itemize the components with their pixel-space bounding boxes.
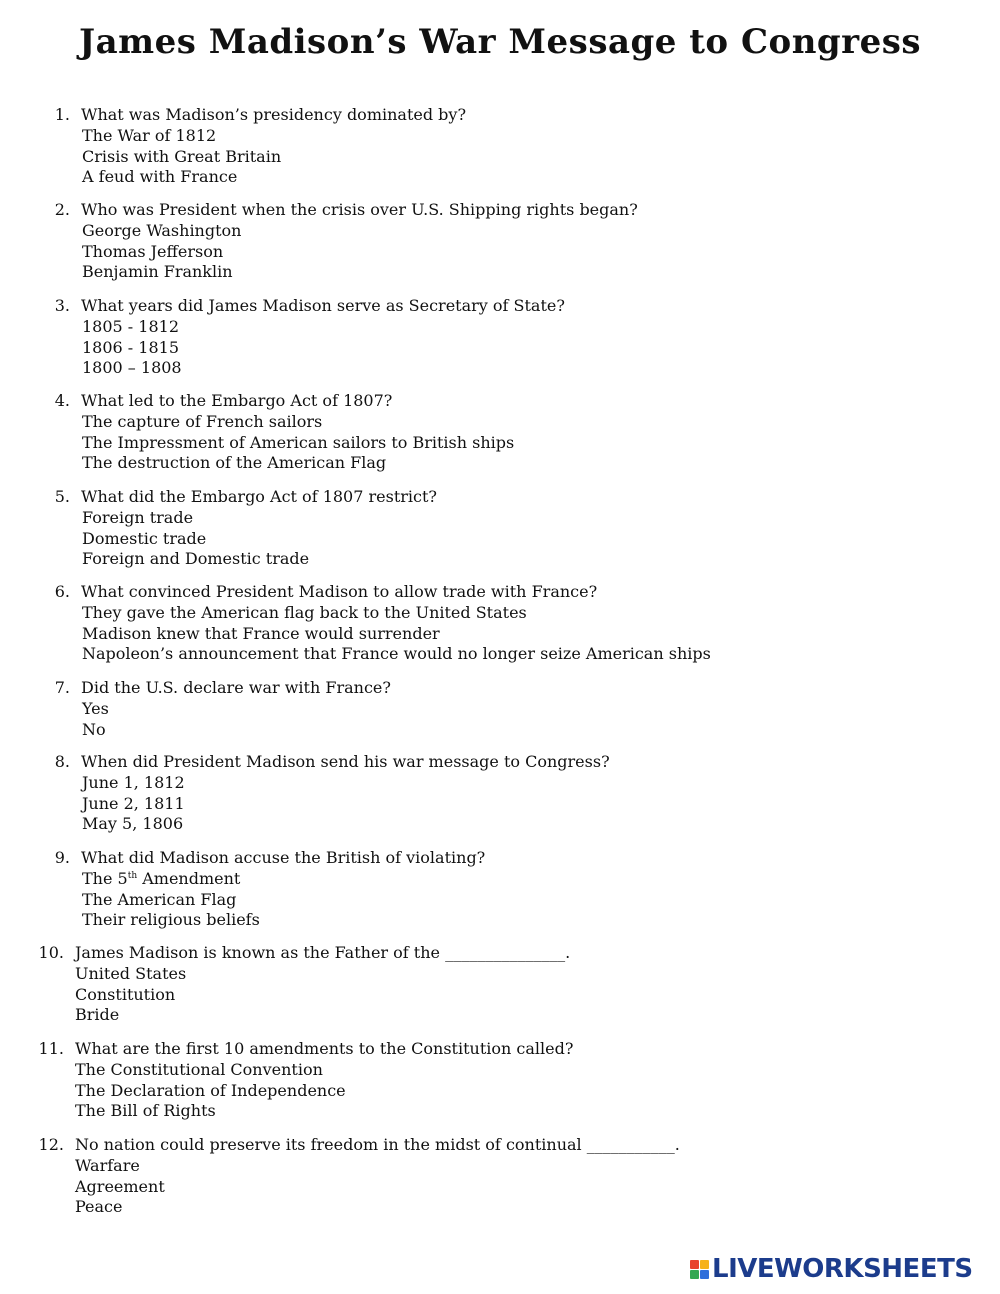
question-number: 8. xyxy=(54,752,70,771)
question-number: 3. xyxy=(54,296,70,315)
question-number: 2. xyxy=(54,200,70,219)
question-number: 11. xyxy=(38,1039,64,1058)
answer-option[interactable] xyxy=(82,869,485,890)
answer-option[interactable]: Napoleon’s announcement that France would no longer seize American ships xyxy=(82,644,711,664)
answer-option[interactable]: Peace xyxy=(75,1197,123,1217)
logo-square-red xyxy=(690,1260,699,1269)
question-text: What are the first 10 amendments to the Constitution called? xyxy=(75,1039,574,1058)
page-title: James Madison’s War Message to Congress xyxy=(78,22,922,62)
liveworksheets-logo-icon xyxy=(690,1260,709,1279)
answer-option[interactable]: George Washington xyxy=(82,220,242,240)
question-text: No nation could preserve its freedom in the midst of continual ___________. xyxy=(75,1135,680,1154)
question-number: 7. xyxy=(54,678,70,697)
answer-option[interactable]: June 2, 1811 xyxy=(82,793,185,813)
answer-option[interactable]: No xyxy=(82,719,106,739)
answer-option[interactable]: Crisis with Great Britain xyxy=(82,146,282,166)
answer-option[interactable]: May 5, 1806 xyxy=(82,814,184,834)
logo-text: LIVEWORKSHEETS xyxy=(712,1254,973,1284)
answer-option[interactable]: Their religious beliefs xyxy=(82,910,260,930)
question-11 xyxy=(34,1039,573,1122)
question-text: What led to the Embargo Act of 1807? xyxy=(81,391,393,410)
question-number: 10. xyxy=(38,943,64,962)
answer-option[interactable]: Warfare xyxy=(75,1155,140,1175)
question-7 xyxy=(48,678,391,740)
question-number: 4. xyxy=(54,391,70,410)
answer-option-suffix: Amendment xyxy=(137,868,241,888)
answer-option[interactable]: Foreign and Domestic trade xyxy=(82,549,310,569)
question-text: What was Madison’s presidency dominated by? xyxy=(81,105,467,124)
question-text: What did the Embargo Act of 1807 restrict? xyxy=(81,487,437,506)
question-3 xyxy=(48,296,565,379)
answer-option[interactable]: The War of 1812 xyxy=(82,125,217,145)
question-text: Did the U.S. declare war with France? xyxy=(81,678,391,697)
answer-option[interactable]: The destruction of the American Flag xyxy=(82,453,387,473)
question-text: What convinced President Madison to allow trade with France? xyxy=(81,582,598,601)
answer-option[interactable]: Bride xyxy=(75,1005,120,1025)
question-4 xyxy=(48,391,514,474)
question-2 xyxy=(48,200,638,283)
question-number: 9. xyxy=(54,848,70,867)
answer-option[interactable]: 1806 - 1815 xyxy=(82,337,180,357)
answer-option[interactable]: The Constitutional Convention xyxy=(75,1059,323,1079)
answer-option[interactable]: Yes xyxy=(82,698,109,718)
logo-square-blue xyxy=(700,1270,709,1279)
question-1 xyxy=(48,105,466,188)
answer-option[interactable]: The Bill of Rights xyxy=(75,1101,216,1121)
answer-option[interactable]: June 1, 1812 xyxy=(82,772,185,792)
answer-option[interactable]: The capture of French sailors xyxy=(82,411,323,431)
answer-option[interactable]: Benjamin Franklin xyxy=(82,262,233,282)
answer-option[interactable]: A feud with France xyxy=(82,167,238,187)
answer-option[interactable]: They gave the American flag back to the United States xyxy=(82,602,527,622)
question-text: Who was President when the crisis over U.S. Shipping rights began? xyxy=(81,200,638,219)
question-8 xyxy=(48,752,610,835)
answer-option[interactable]: 1805 - 1812 xyxy=(82,316,180,336)
answer-option-prefix: The 5 xyxy=(82,868,128,888)
question-10 xyxy=(34,943,570,1026)
answer-option[interactable]: 1800 – 1808 xyxy=(82,358,182,378)
answer-option[interactable]: Foreign trade xyxy=(82,507,194,527)
question-text: When did President Madison send his war message to Congress? xyxy=(81,752,610,771)
question-6 xyxy=(48,582,711,665)
question-text: What years did James Madison serve as Secretary of State? xyxy=(81,296,565,315)
logo-square-yellow xyxy=(700,1260,709,1269)
answer-option[interactable]: Constitution xyxy=(75,984,176,1004)
answer-option[interactable]: Domestic trade xyxy=(82,528,207,548)
answer-option[interactable]: The American Flag xyxy=(82,889,237,909)
answer-option[interactable]: The Impressment of American sailors to British ships xyxy=(82,432,515,452)
question-12 xyxy=(34,1135,680,1218)
question-number: 12. xyxy=(38,1135,64,1154)
question-number: 1. xyxy=(54,105,70,124)
answer-option[interactable]: The Declaration of Independence xyxy=(75,1080,346,1100)
question-number: 6. xyxy=(54,582,70,601)
answer-option[interactable]: Thomas Jefferson xyxy=(82,241,224,261)
ordinal-suffix: th xyxy=(127,870,138,881)
question-number: 5. xyxy=(54,487,70,506)
answer-option[interactable]: United States xyxy=(75,963,187,983)
question-text: James Madison is known as the Father of the _______________. xyxy=(75,943,571,962)
logo-square-green xyxy=(690,1270,699,1279)
answer-option[interactable]: Agreement xyxy=(75,1176,165,1196)
question-9 xyxy=(48,848,485,931)
liveworksheets-logo[interactable] xyxy=(690,1254,973,1284)
answer-option[interactable]: Madison knew that France would surrender xyxy=(82,623,440,643)
question-5 xyxy=(48,487,437,570)
question-text: What did Madison accuse the British of violating? xyxy=(81,848,486,867)
